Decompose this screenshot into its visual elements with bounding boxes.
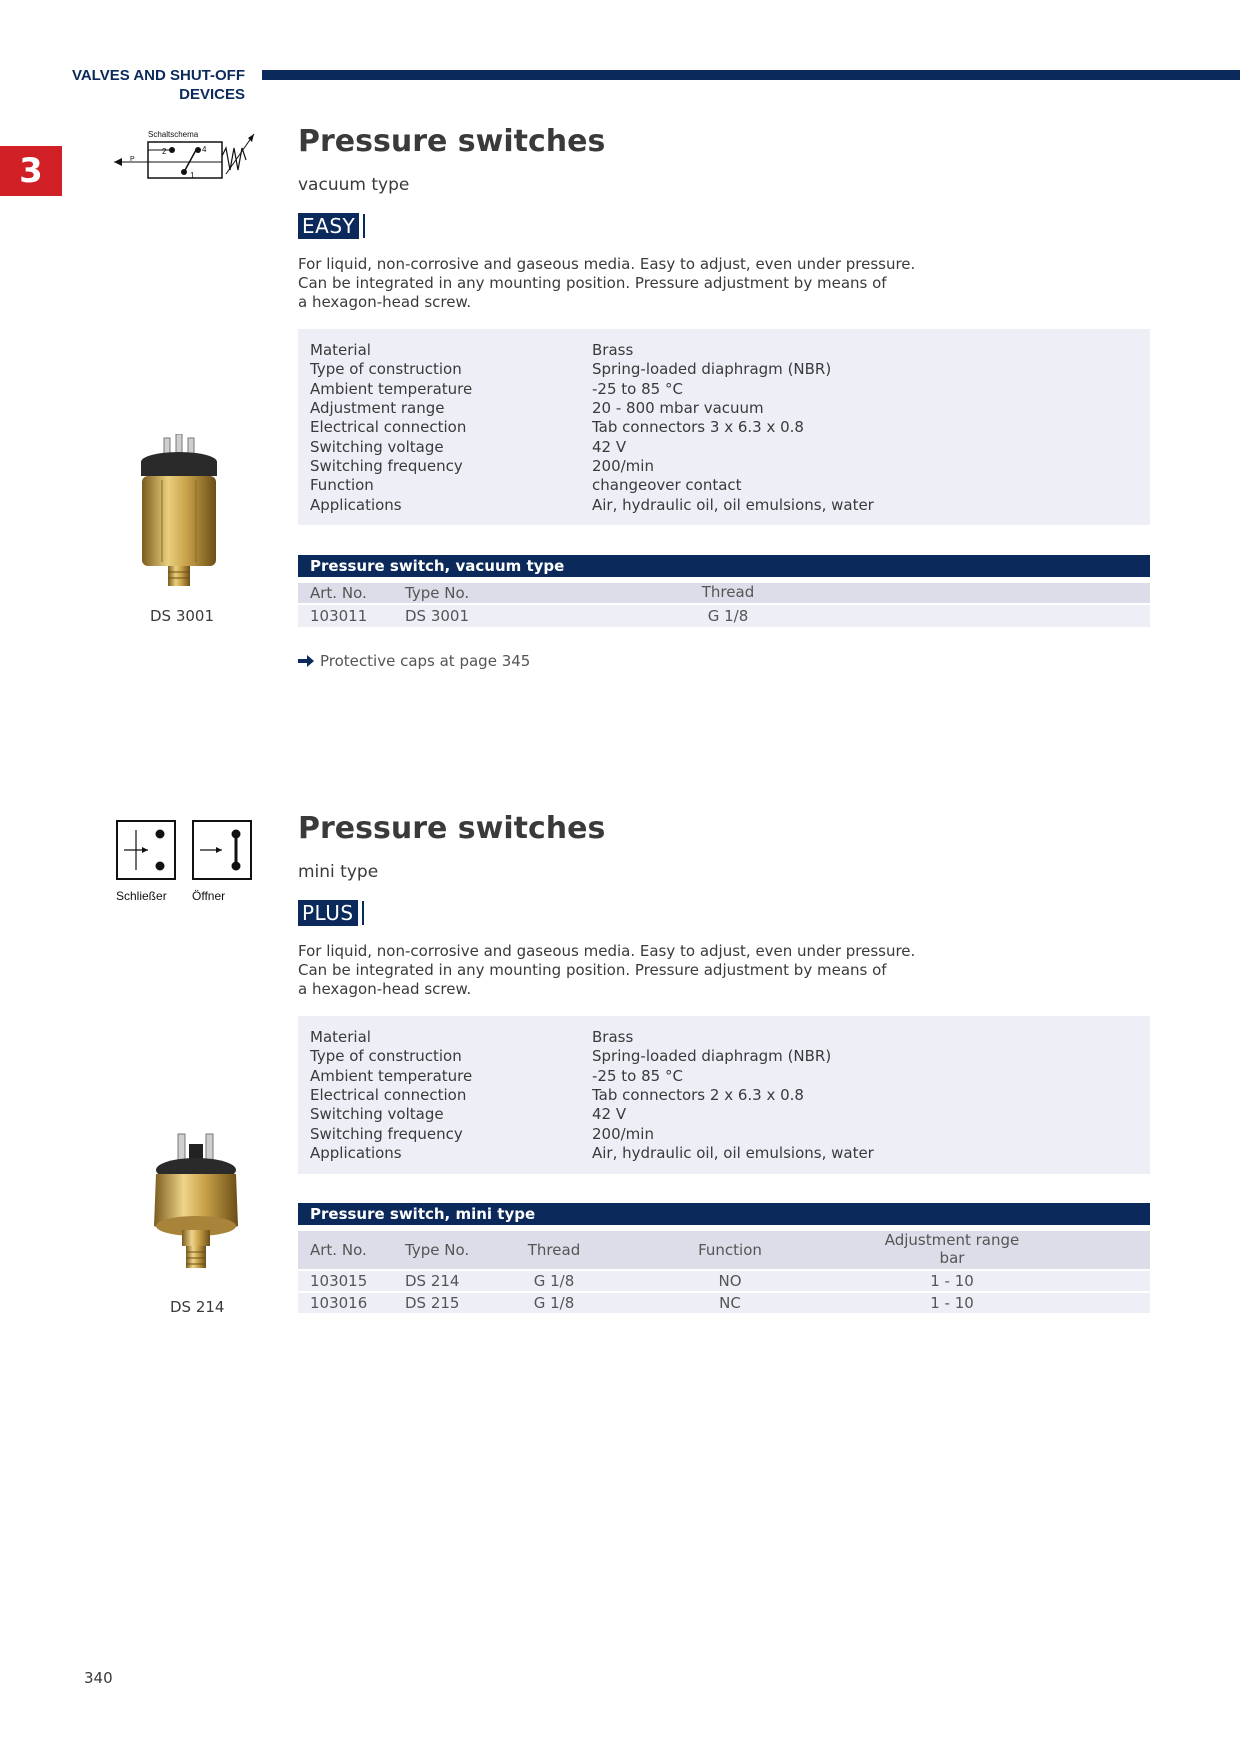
spec-value: changeover contact	[592, 476, 742, 494]
svg-text:Schaltschema: Schaltschema	[148, 130, 199, 139]
spec-label: Type of construction	[310, 360, 462, 378]
spec-label: Switching frequency	[310, 1125, 463, 1143]
spec-value: 42 V	[592, 1105, 627, 1123]
spec-label: Switching frequency	[310, 457, 463, 475]
table-title: Pressure switch, mini type	[298, 1203, 1150, 1225]
table-header: Art. No. Type No. Thread	[298, 583, 1150, 603]
image-caption: DS 214	[170, 1298, 225, 1316]
spec-label: Type of construction	[310, 1047, 462, 1065]
normally-closed-label: Öffner	[192, 889, 226, 903]
spec-value: Brass	[592, 1028, 634, 1046]
switch-schematic-icon	[110, 128, 260, 184]
table-header: Art. No. Type No. Thread Function Adjustment range bar	[298, 1231, 1150, 1269]
ds214-product-image	[146, 1130, 246, 1296]
spec-label: Material	[310, 1028, 371, 1046]
normally-open-symbol-icon	[116, 820, 178, 882]
normally-open-label: Schließer	[116, 889, 167, 903]
table-row: 103015 DS 214 G 1/8 NO 1 - 10	[298, 1271, 1150, 1291]
spec-value: Air, hydraulic oil, oil emulsions, water	[592, 1144, 874, 1162]
spec-label: Switching voltage	[310, 1105, 444, 1123]
spec-value: Spring-loaded diaphragm (NBR)	[592, 1047, 832, 1065]
table-row: 103016 DS 215 G 1/8 NC 1 - 10	[298, 1293, 1150, 1313]
easy-badge: EASY	[298, 213, 365, 239]
cross-reference-note[interactable]: Protective caps at page 345	[298, 652, 530, 670]
spec-label: Function	[310, 476, 374, 494]
section-title: VALVES AND SHUT-OFF DEVICES	[71, 67, 245, 103]
spec-box	[298, 1016, 1150, 1174]
product-description: For liquid, non-corrosive and gaseous media. Easy to adjust, even under pressure. Can be integrated in any mounting position. Pressure adjustment by means of a hexagon-head screw.	[298, 942, 916, 998]
spec-label: Material	[310, 341, 371, 359]
spec-value: Brass	[592, 341, 634, 359]
spec-value: Spring-loaded diaphragm (NBR)	[592, 360, 832, 378]
spec-label: Electrical connection	[310, 418, 467, 436]
spec-label: Electrical connection	[310, 1086, 467, 1104]
table-title: Pressure switch, vacuum type	[298, 555, 1150, 577]
normally-closed-symbol-icon	[192, 820, 254, 882]
spec-label: Applications	[310, 496, 402, 514]
svg-text:1: 1	[190, 171, 195, 180]
table-row: 103011 DS 3001 G 1/8	[298, 605, 1150, 627]
spec-label: Ambient temperature	[310, 1067, 473, 1085]
svg-text:P: P	[130, 156, 135, 163]
spec-value: -25 to 85 °C	[592, 380, 683, 398]
spec-value: Tab connectors 2 x 6.3 x 0.8	[592, 1086, 804, 1104]
image-caption: DS 3001	[150, 607, 215, 625]
product-title: Pressure switches	[298, 124, 606, 159]
arrow-right-icon	[298, 654, 314, 668]
spec-value: 200/min	[592, 1125, 654, 1143]
spec-value: -25 to 85 °C	[592, 1067, 683, 1085]
spec-label: Ambient temperature	[310, 380, 473, 398]
spec-value: 42 V	[592, 438, 627, 456]
product-subtitle: mini type	[298, 862, 379, 882]
product-title: Pressure switches	[298, 811, 606, 846]
svg-text:2: 2	[162, 147, 167, 156]
header-bar	[262, 70, 1240, 80]
plus-badge: PLUS	[298, 900, 364, 926]
product-description: For liquid, non-corrosive and gaseous media. Easy to adjust, even under pressure. Can be integrated in any mounting position. Pressure adjustment by means of a hexagon-head screw.	[298, 255, 916, 311]
spec-value: 20 - 800 mbar vacuum	[592, 399, 764, 417]
page-number: 340	[84, 1669, 113, 1687]
spec-label: Adjustment range	[310, 399, 445, 417]
spec-box	[298, 329, 1150, 525]
chapter-tab: 3	[0, 146, 62, 196]
spec-value: Tab connectors 3 x 6.3 x 0.8	[592, 418, 804, 436]
spec-value: Air, hydraulic oil, oil emulsions, water	[592, 496, 874, 514]
spec-value: 200/min	[592, 457, 654, 475]
product-subtitle: vacuum type	[298, 175, 410, 195]
svg-text:4: 4	[202, 145, 207, 154]
spec-label: Switching voltage	[310, 438, 444, 456]
spec-label: Applications	[310, 1144, 402, 1162]
ds3001-product-image	[128, 434, 228, 604]
